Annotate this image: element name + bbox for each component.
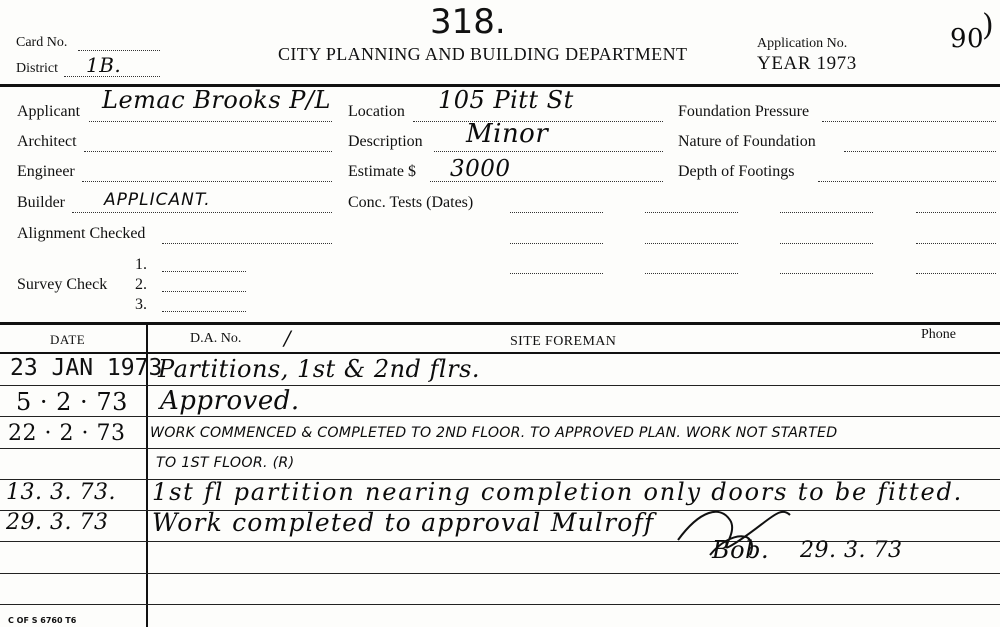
log-date-1: 23 JAN 1973	[10, 355, 163, 381]
engineer-label: Engineer	[17, 163, 75, 180]
log-text-1: Partitions, 1st & 2nd flrs.	[158, 355, 481, 383]
description-value: Minor	[466, 119, 549, 149]
estimate-label: Estimate $	[348, 163, 416, 180]
site-foreman-header: SITE FOREMAN	[510, 334, 617, 349]
log-row-rule	[0, 448, 1000, 449]
builder-label: Builder	[17, 194, 65, 211]
survey-number-1: 1.	[135, 256, 147, 273]
form-code: C OF S 6760 T6	[8, 616, 77, 625]
district-label: District	[16, 61, 58, 76]
builder-value: APPLICANT.	[104, 190, 211, 210]
log-date-3: 22 · 2 · 73	[8, 421, 126, 446]
top-number: 318.	[430, 2, 506, 42]
application-no-label: Application No.	[757, 36, 848, 51]
description-label: Description	[348, 133, 423, 150]
date-header: DATE	[50, 332, 86, 347]
conc-tests-label: Conc. Tests (Dates)	[348, 194, 474, 211]
applicant-value: Lemac Brooks P/L	[102, 86, 331, 114]
log-date-5: 13. 3. 73.	[6, 480, 116, 505]
survey-number-2: 2.	[135, 276, 147, 293]
location-value: 105 Pitt St	[438, 86, 574, 114]
da-no-value: /	[284, 326, 292, 350]
nature-of-foundation-label: Nature of Foundation	[678, 133, 816, 150]
district-value: 1B.	[86, 53, 122, 77]
foundation-pressure-label: Foundation Pressure	[678, 103, 810, 120]
signature-date: 29. 3. 73	[800, 538, 903, 563]
log-row-rule	[0, 604, 1000, 605]
log-top-border	[0, 322, 1000, 325]
log-text-6: Work completed to approval Mulroff	[152, 508, 655, 537]
log-text-5: 1st fl partition nearing completion only doors to be fitted.	[152, 478, 964, 506]
log-row-rule	[0, 385, 1000, 386]
log-text-3: WORK COMMENCED & COMPLETED TO 2ND FLOOR. TO APPROVED PLAN. WORK NOT STARTED	[150, 425, 838, 441]
depth-of-footings-label: Depth of Footings	[678, 163, 795, 180]
department-title: CITY PLANNING AND BUILDING DEPARTMENT	[278, 44, 688, 64]
log-header-rule	[0, 352, 1000, 354]
da-no-label: D.A. No.	[190, 331, 242, 346]
estimate-value: 3000	[450, 156, 511, 182]
year-label: YEAR 1973	[757, 53, 857, 74]
log-text-4: TO 1ST FLOOR. (R)	[156, 455, 295, 471]
log-date-6: 29. 3. 73	[6, 510, 109, 535]
architect-label: Architect	[17, 133, 77, 150]
log-row-rule	[0, 573, 1000, 574]
signature-initials: Bob.	[712, 536, 770, 564]
survey-number-3: 3.	[135, 296, 147, 313]
application-number: 90	[950, 24, 985, 54]
survey-check-label: Survey Check	[17, 276, 108, 293]
log-text-2: Approved.	[160, 386, 300, 416]
phone-header: Phone	[921, 327, 956, 342]
bracket-mark: )	[982, 8, 994, 43]
card-no-label: Card No.	[16, 35, 68, 50]
alignment-label: Alignment Checked	[17, 225, 146, 242]
log-date-2: 5 · 2 · 73	[16, 388, 128, 416]
log-row-rule	[0, 416, 1000, 417]
applicant-label: Applicant	[17, 103, 81, 120]
location-label: Location	[348, 103, 405, 120]
